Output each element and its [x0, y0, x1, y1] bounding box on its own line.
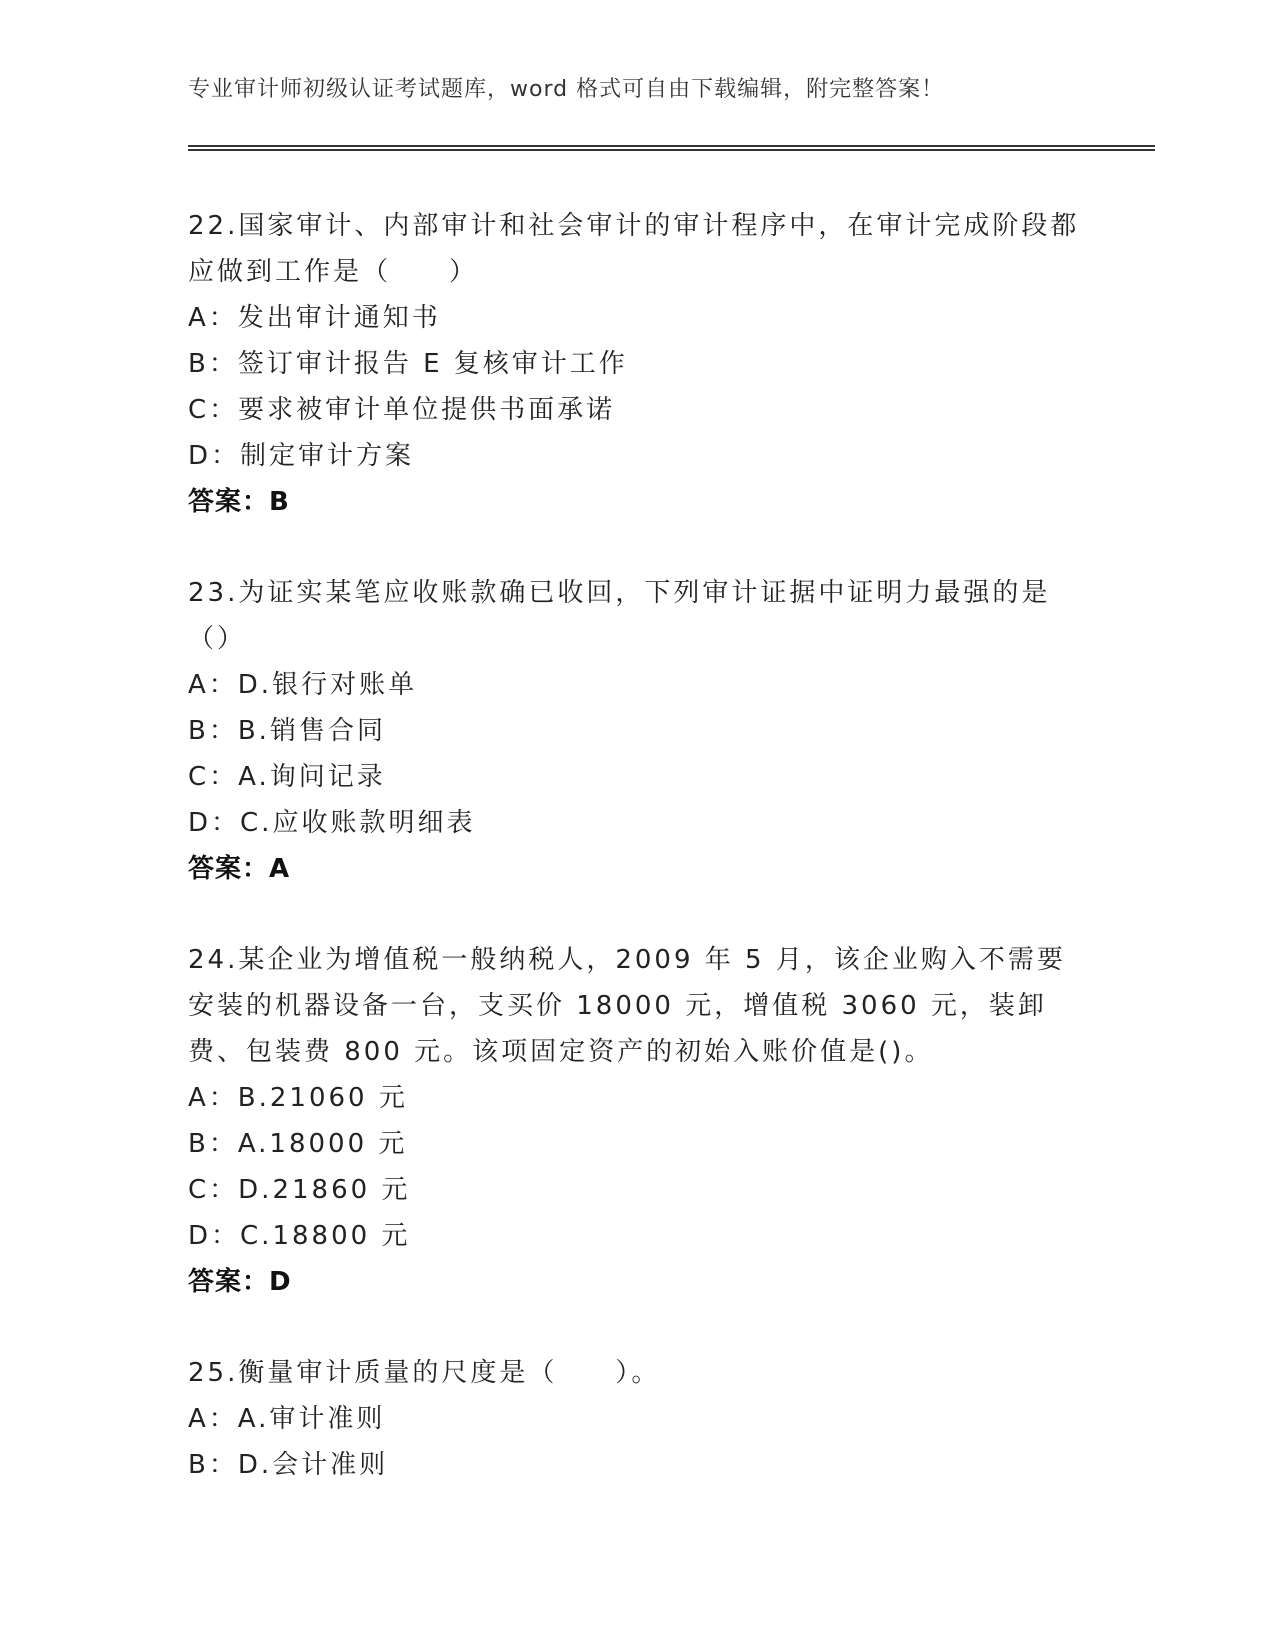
option-a: A：A.审计准则 [188, 1404, 386, 1434]
question-24 [188, 937, 1088, 1305]
option-a: A：发出审计通知书 [188, 303, 441, 333]
question-list [188, 203, 1088, 1533]
question-text: 24.某企业为增值税一般纳税人，2009 年 5 月，该企业购入不需要安装的机器设备一台，支买价 18000 元，增值税 3060 元，装卸费、包装费 800 元。该项固定资产的初始入账价值是()。 [188, 945, 1066, 1067]
option-c: C：D.21860 元 [188, 1175, 411, 1205]
option-c: C：要求被审计单位提供书面承诺 [188, 395, 616, 425]
option-d: D：制定审计方案 [188, 441, 415, 471]
question-23 [188, 570, 1088, 892]
question-text: 22.国家审计、内部审计和社会审计的审计程序中，在审计完成阶段都应做到工作是（ ） [188, 211, 1080, 287]
answer: 答案：B [188, 487, 290, 517]
question-text: 23.为证实某笔应收账款确已收回，下列审计证据中证明力最强的是（） [188, 578, 1051, 654]
option-b: B：B.销售合同 [188, 716, 386, 746]
question-text: 25.衡量审计质量的尺度是（ ）。 [188, 1358, 661, 1388]
option-a: A：D.银行对账单 [188, 670, 418, 700]
option-b: B：D.会计准则 [188, 1450, 389, 1480]
header-divider-top [188, 145, 1155, 147]
option-b: B：A.18000 元 [188, 1129, 408, 1159]
header-divider-bottom [188, 149, 1155, 151]
question-22 [188, 203, 1088, 525]
option-a: A：B.21060 元 [188, 1083, 408, 1113]
answer: 答案：D [188, 1267, 292, 1297]
option-c: C：A.询问记录 [188, 762, 386, 792]
option-d: D：C.18800 元 [188, 1221, 411, 1251]
question-25 [188, 1350, 1088, 1488]
answer: 答案：A [188, 854, 291, 884]
option-b: B：签订审计报告 E 复核审计工作 [188, 349, 628, 379]
option-d: D：C.应收账款明细表 [188, 808, 476, 838]
page-header: 专业审计师初级认证考试题库，word 格式可自由下载编辑，附完整答案！ [188, 77, 945, 102]
